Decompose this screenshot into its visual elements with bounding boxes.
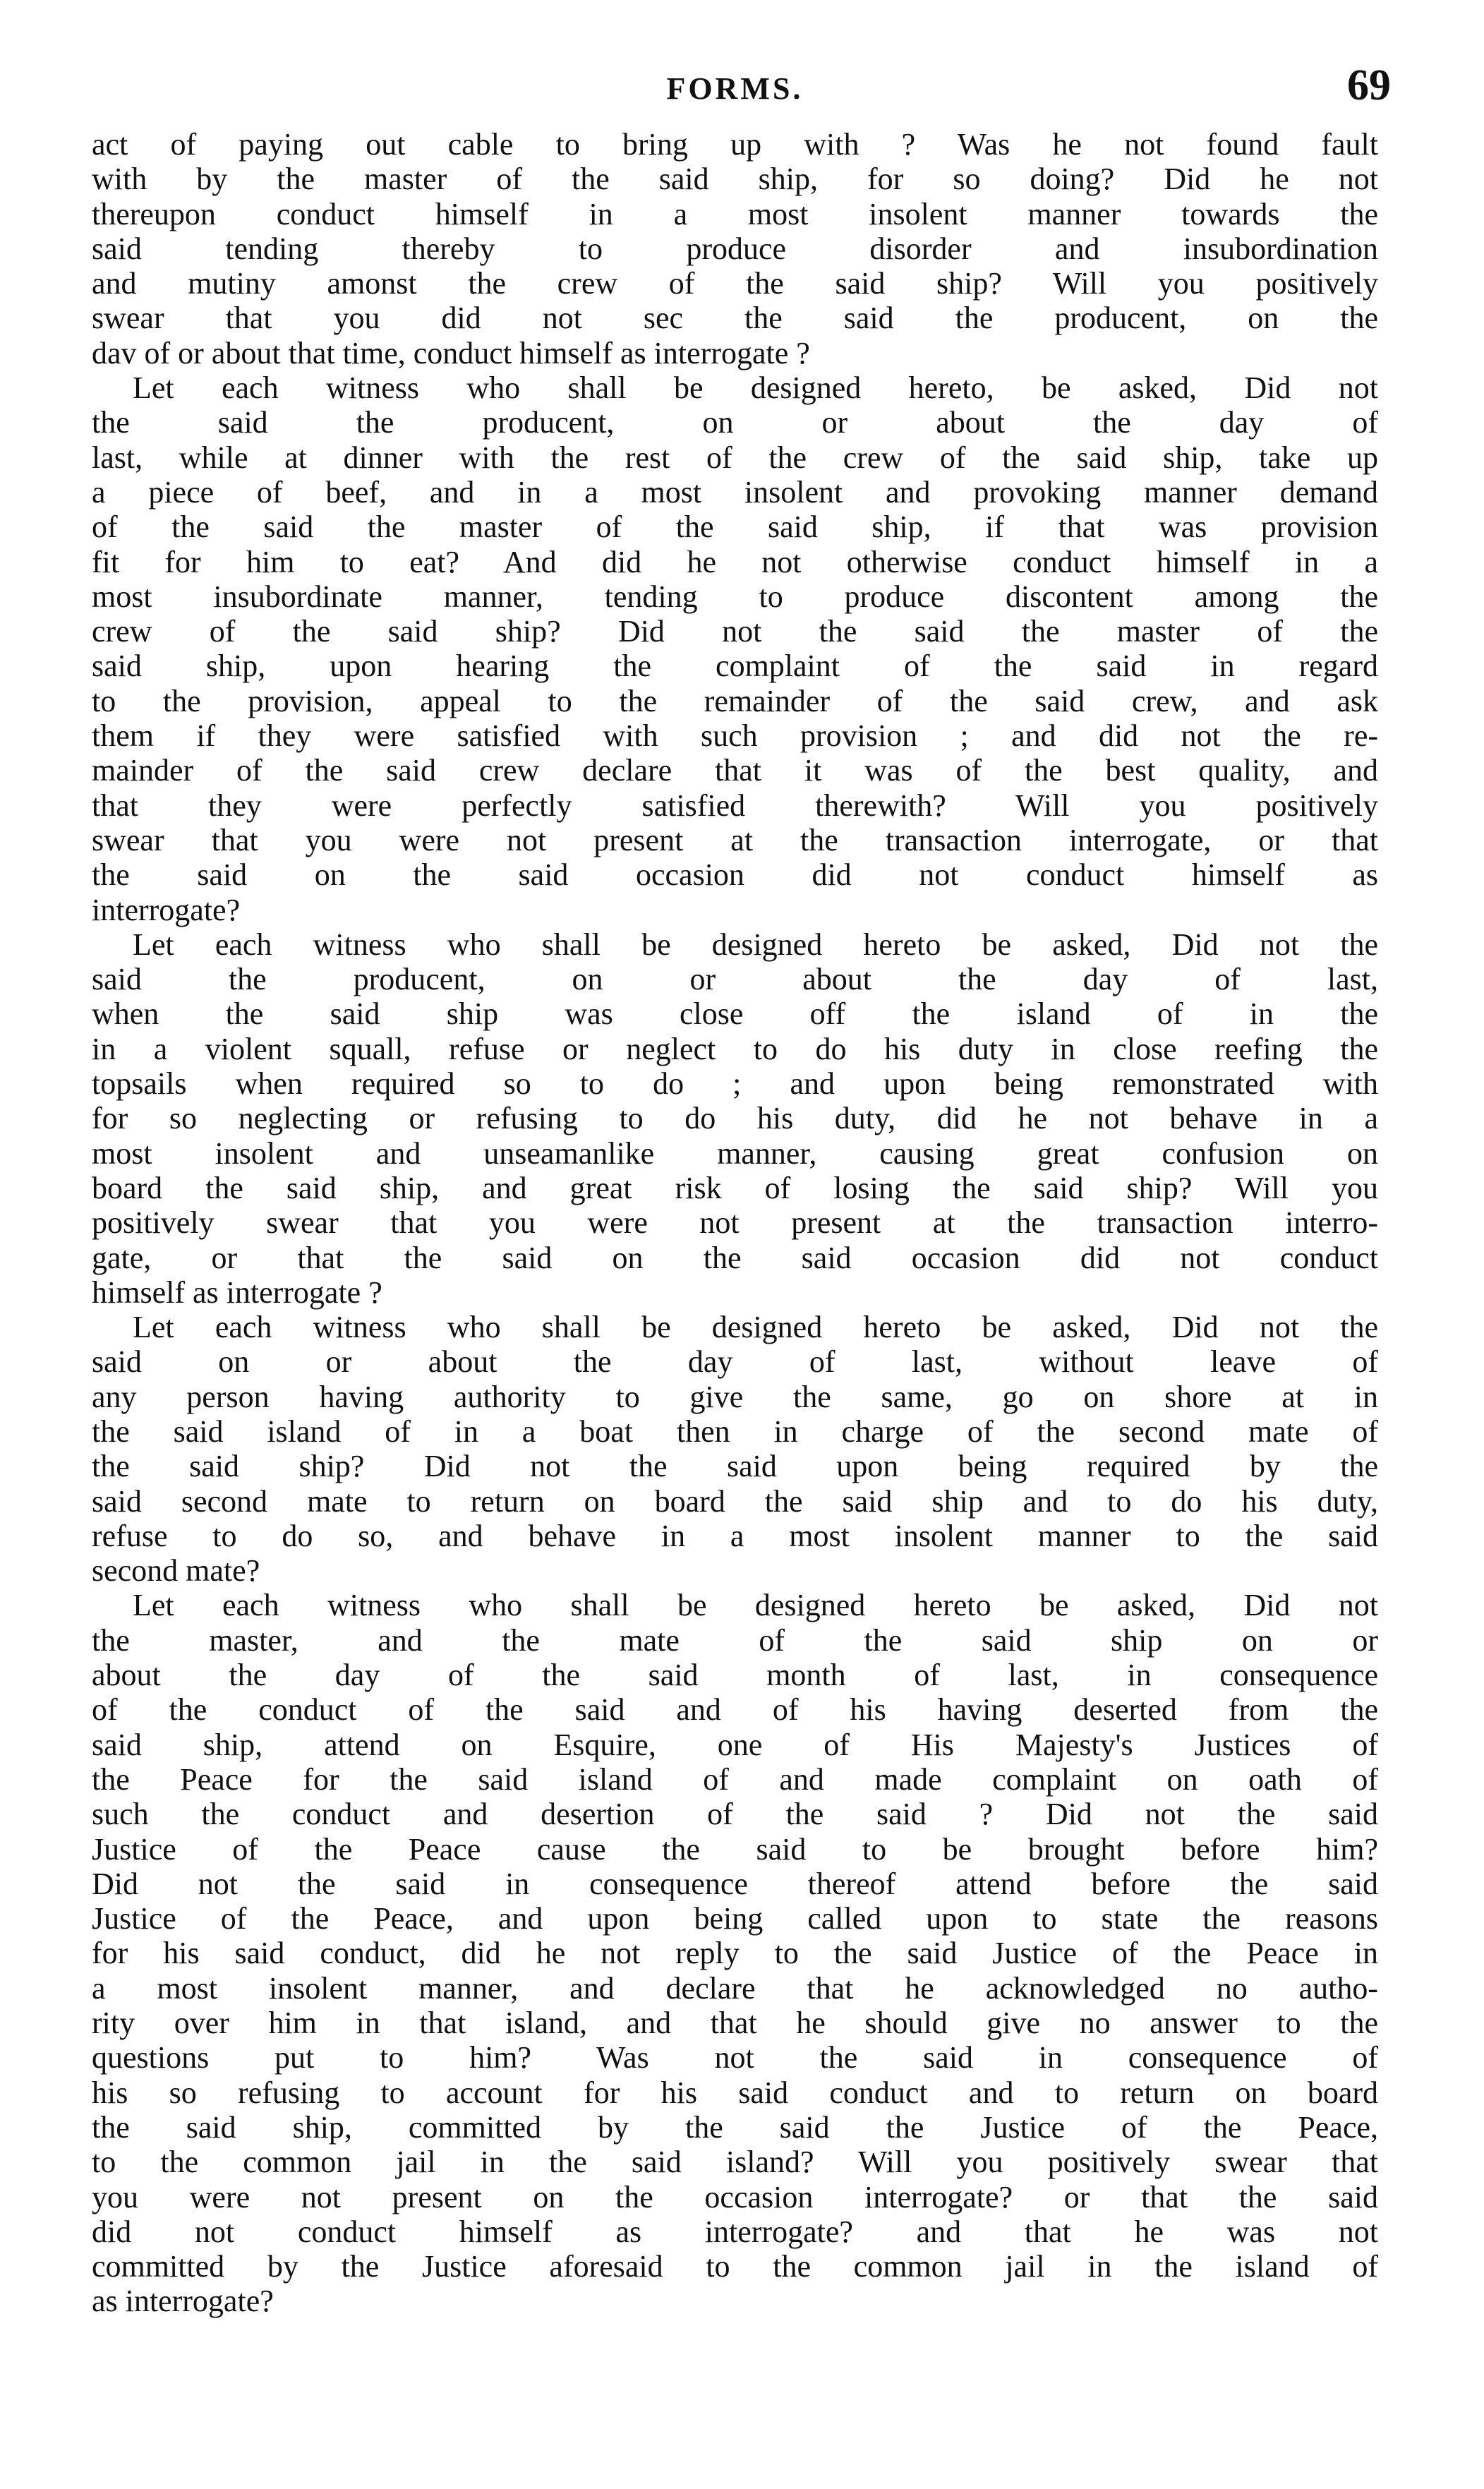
text-line: mainder of the said crew declare that it was of the best quality, and xyxy=(92,753,1378,788)
text-line: said second mate to return on board the said ship and to do his duty, xyxy=(92,1483,1378,1519)
text-line: the said ship, committed by the said the Justice of the Peace, xyxy=(92,2109,1378,2145)
text-line: said on or about the day of last, without leave of xyxy=(92,1344,1378,1380)
text-line: of the said the master of the said ship, if that was provision xyxy=(92,510,1378,545)
text-line: Let each witness who shall be designed hereto be asked, Did not xyxy=(133,1588,1378,1623)
text-line: the Peace for the said island of and made complaint on oath of xyxy=(92,1761,1378,1797)
text-line: about the day of the said month of last, in consequence xyxy=(92,1658,1378,1693)
text-line: Justice of the Peace cause the said to be brought before him? xyxy=(92,1831,1378,1867)
text-line: said ship, upon hearing the complaint of the said in regard xyxy=(92,649,1378,684)
text-line: Justice of the Peace, and upon being called upon to state the reasons xyxy=(92,1901,1378,1936)
text-line: a most insolent manner, and declare that he acknowledged no autho- xyxy=(92,1970,1378,2006)
text-line: said tending thereby to produce disorder and insubordination xyxy=(92,231,1378,266)
text-line: Did not the said in consequence thereof attend before the said xyxy=(92,1866,1378,1901)
text-line: last, while at dinner with the rest of the crew of the said ship, take up xyxy=(92,440,1378,475)
text-line: interrogate? xyxy=(92,892,241,927)
text-line: to the provision, appeal to the remainder of the said crew, and ask xyxy=(92,683,1378,718)
text-line: any person having authority to give the same, go on shore at in xyxy=(92,1379,1378,1414)
paragraph xyxy=(92,127,1378,370)
text-line: positively swear that you were not present at the transaction interro- xyxy=(92,1205,1378,1241)
paragraph xyxy=(92,370,1378,927)
text-line: thereupon conduct himself in a most insolent manner towards the xyxy=(92,196,1378,231)
text-line: for his said conduct, did he not reply to the said Justice of the Peace in xyxy=(92,1936,1378,1971)
text-line: most insolent and unseamanlike manner, causing great confusion on xyxy=(92,1135,1378,1171)
text-line: topsails when required so to do ; and upon being remonstrated with xyxy=(92,1066,1378,1102)
text-line: in a violent squall, refuse or neglect to do his duty in close reefing the xyxy=(92,1031,1378,1066)
text-line: rity over him in that island, and that he should give no answer to the xyxy=(92,2006,1378,2041)
text-line: as interrogate? xyxy=(92,2284,274,2319)
text-line: second mate? xyxy=(92,1553,260,1589)
running-title: FORMS. xyxy=(666,71,804,106)
text-line: when the said ship was close off the island of in the xyxy=(92,996,1378,1032)
text-line: Let each witness who shall be designed hereto, be asked, Did not xyxy=(133,370,1378,406)
text-line: of the conduct of the said and of his having deserted from the xyxy=(92,1692,1378,1728)
text-line: said the producent, on or about the day of last, xyxy=(92,962,1378,997)
text-line: act of paying out cable to bring up with ? Was he not found fault xyxy=(92,127,1378,162)
text-line: did not conduct himself as interrogate? and that he was not xyxy=(92,2214,1378,2249)
running-head xyxy=(92,51,1391,121)
text-line: crew of the said ship? Did not the said the master of the xyxy=(92,614,1378,649)
text-line: the said the producent, on or about the day of xyxy=(92,405,1378,440)
text-line: board the said ship, and great risk of losing the said ship? Will you xyxy=(92,1170,1378,1205)
text-line: fit for him to eat? And did he not otherwise conduct himself in a xyxy=(92,544,1378,579)
text-line: most insubordinate manner, tending to produce discontent among the xyxy=(92,579,1378,614)
text-line: refuse to do so, and behave in a most insolent manner to the said xyxy=(92,1518,1378,1553)
body-text xyxy=(92,127,1378,2319)
text-line: the master, and the mate of the said ship on or xyxy=(92,1622,1378,1658)
text-line: you were not present on the occasion interrogate? or that the said xyxy=(92,2179,1378,2214)
text-line: gate, or that the said on the said occasion did not conduct xyxy=(92,1240,1378,1275)
text-line: himself as interrogate ? xyxy=(92,1274,382,1310)
text-line: the said ship? Did not the said upon being required by the xyxy=(92,1449,1378,1484)
text-line: that they were perfectly satisfied therewith? Will you positively xyxy=(92,788,1378,823)
text-line: questions put to him? Was not the said in consequence of xyxy=(92,2040,1378,2075)
text-line: such the conduct and desertion of the said ? Did not the said xyxy=(92,1797,1378,1832)
text-line: dav of or about that time, conduct himself as interrogate ? xyxy=(92,335,810,370)
text-line: for so neglecting or refusing to do his duty, did he not behave in a xyxy=(92,1101,1378,1136)
text-line: to the common jail in the said island? Will you positively swear that xyxy=(92,2145,1378,2180)
text-line: with by the master of the said ship, for so doing? Did he not xyxy=(92,162,1378,197)
text-line: the said on the said occasion did not conduct himself as xyxy=(92,857,1378,893)
text-line: a piece of beef, and in a most insolent and provoking manner demand xyxy=(92,474,1378,510)
text-line: Let each witness who shall be designed hereto be asked, Did not the xyxy=(133,927,1378,962)
page-number: 69 xyxy=(1347,61,1391,109)
paragraph xyxy=(92,1588,1378,2318)
text-line: Let each witness who shall be designed hereto be asked, Did not the xyxy=(133,1310,1378,1345)
text-line: swear that you did not sec the said the producent, on the xyxy=(92,301,1378,336)
text-line: swear that you were not present at the transaction interrogate, or that xyxy=(92,822,1378,857)
text-line: committed by the Justice aforesaid to the common jail in the island of xyxy=(92,2249,1378,2284)
paragraph xyxy=(92,1310,1378,1588)
text-line: said ship, attend on Esquire, one of His Majesty's Justices of xyxy=(92,1727,1378,1762)
text-line: his so refusing to account for his said conduct and to return on board xyxy=(92,2075,1378,2110)
text-line: them if they were satisfied with such provision ; and did not the re- xyxy=(92,718,1378,754)
text-line: the said island of in a boat then in charge of the second mate of xyxy=(92,1414,1378,1449)
text-line: and mutiny amonst the crew of the said ship? Will you positively xyxy=(92,266,1378,301)
paragraph xyxy=(92,927,1378,1310)
